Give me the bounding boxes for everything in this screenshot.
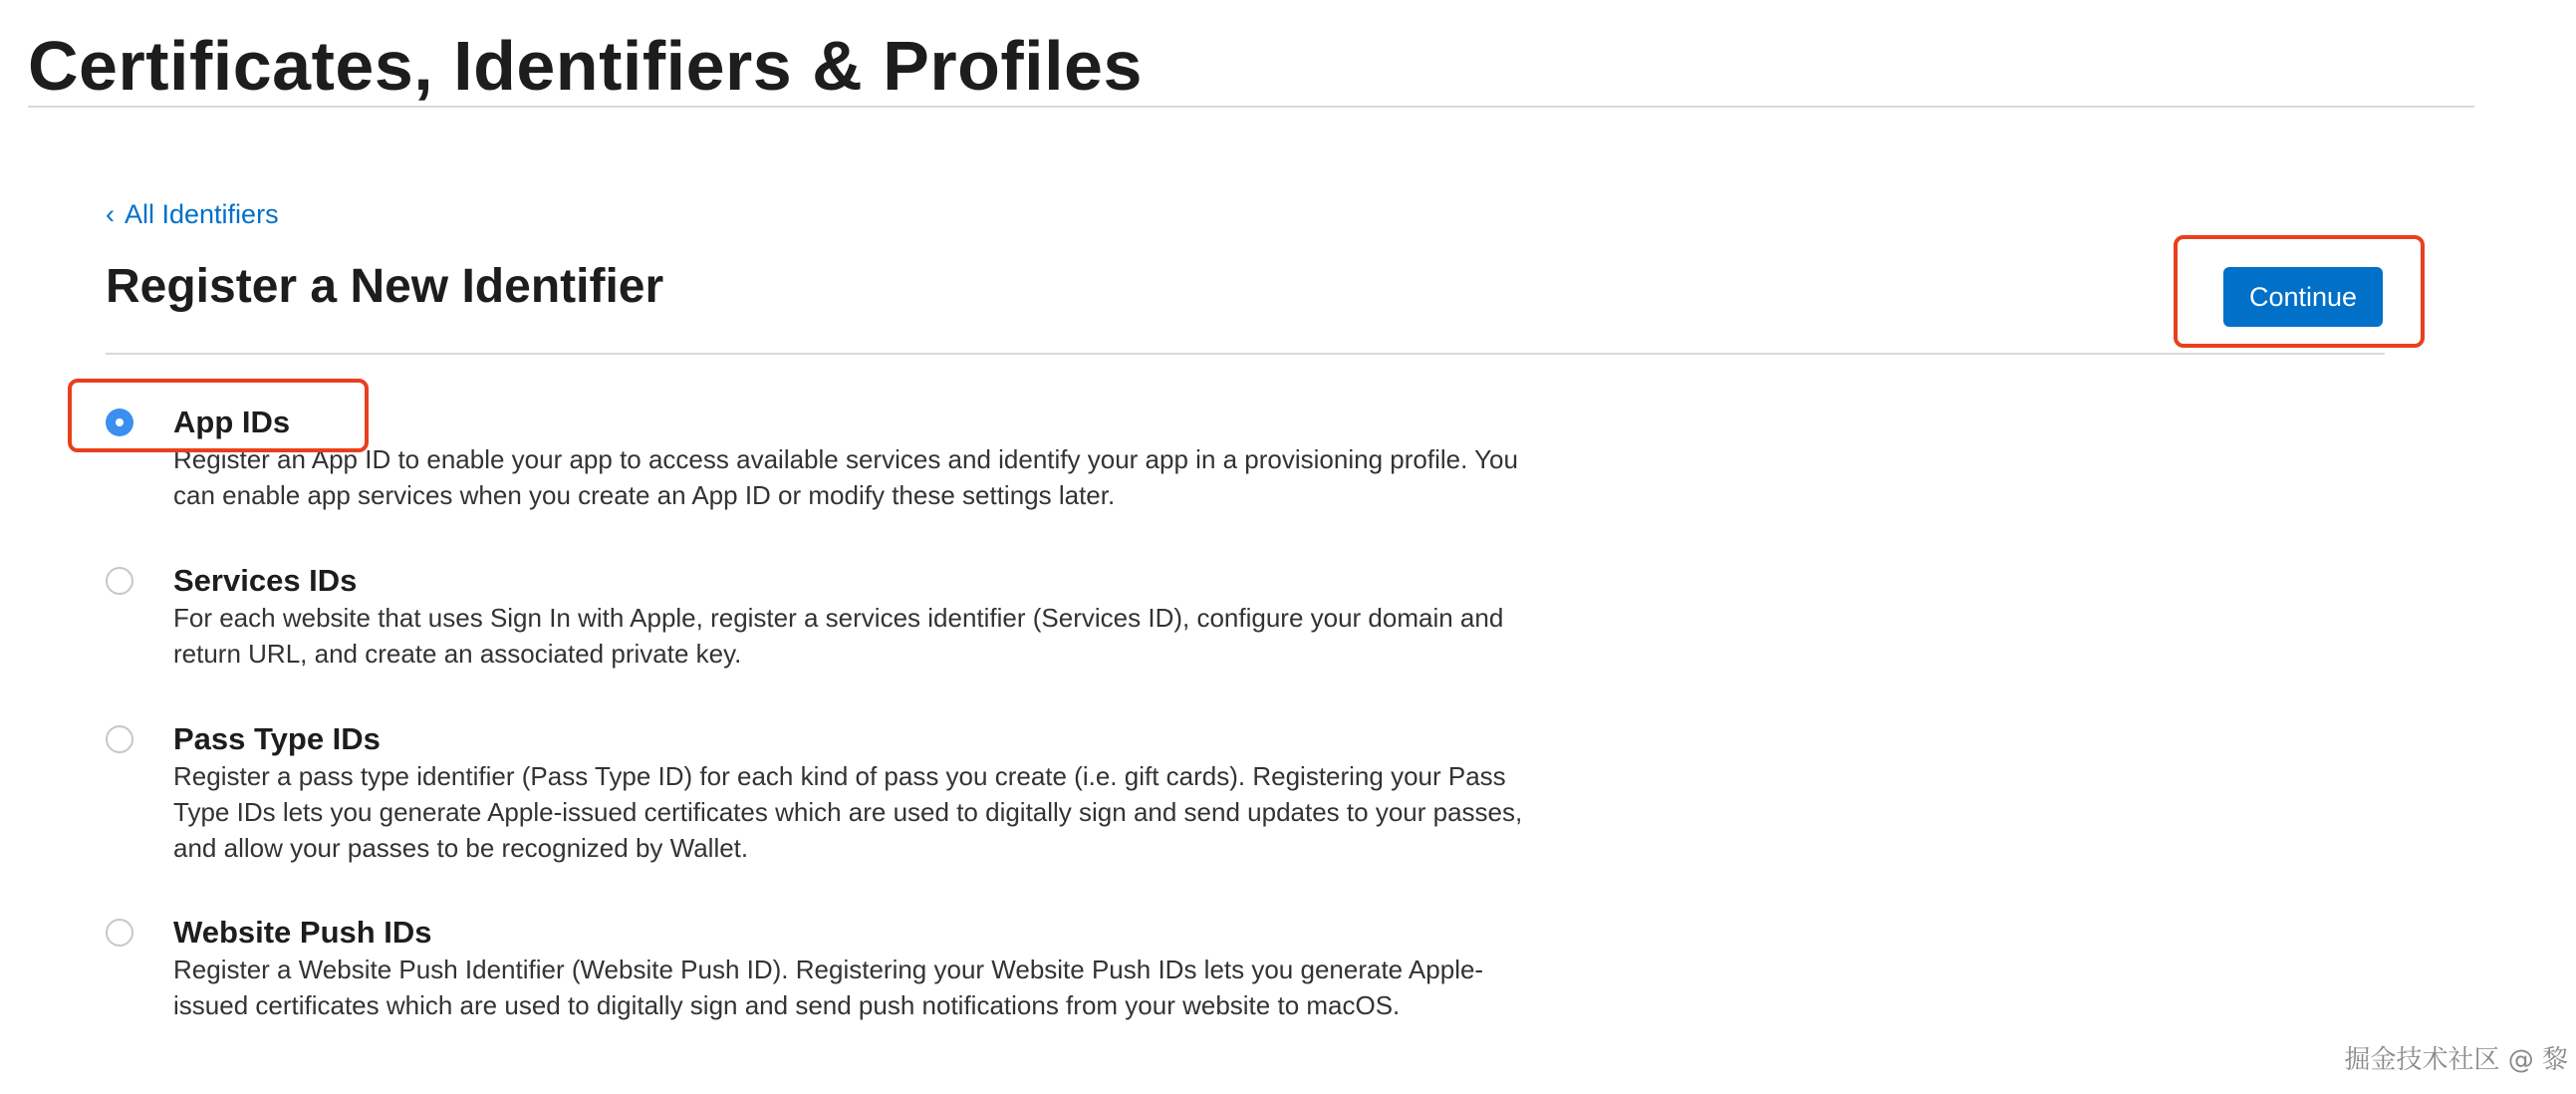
option-description: Register a Website Push Identifier (Website Push ID). Registering your Website Push IDs lets you generate Apple-issued certificates which are used to digitally sign and send push notifications from your website to macOS. (173, 955, 1484, 1020)
chevron-left-icon: ‹ (106, 199, 115, 229)
header-divider (28, 106, 2474, 108)
option-description: For each website that uses Sign In with Apple, register a services identifier (Services ID), configure your domain and return URL, and create an associated private key. (173, 603, 1504, 669)
option-label: Website Push IDs (173, 915, 432, 950)
back-link-all-identifiers[interactable] (106, 196, 279, 232)
option-label: App IDs (173, 405, 291, 439)
option-label: Services IDs (173, 563, 358, 598)
option-description: Register a pass type identifier (Pass Type ID) for each kind of pass you create (i.e. gift cards). Registering your Pass Type IDs lets you generate Apple-issued certificates which are used to digitally sign and send updates to your passes, and allow your passes to be recognized by Wallet. (173, 761, 1523, 863)
page-title: Certificates, Identifiers & Profiles (28, 27, 1143, 105)
radio-website-push-ids[interactable] (106, 919, 133, 947)
annotation-highlight-app-ids (68, 379, 369, 452)
radio-pass-type-ids[interactable] (106, 725, 133, 753)
annotation-highlight-continue (2174, 235, 2425, 348)
option-description: Register an App ID to enable your app to access available services and identify your app in a provisioning profile. You can enable app services when you create an App ID or modify these settings later. (173, 444, 1518, 510)
back-link-label: All Identifiers (125, 199, 279, 229)
continue-button[interactable]: Continue (2223, 267, 2383, 327)
section-title: Register a New Identifier (106, 260, 664, 313)
radio-services-ids[interactable] (106, 567, 133, 595)
option-label: Pass Type IDs (173, 721, 381, 756)
section-divider (106, 353, 2385, 355)
watermark: 掘金技术社区 @ 黎 (2344, 1045, 2568, 1075)
